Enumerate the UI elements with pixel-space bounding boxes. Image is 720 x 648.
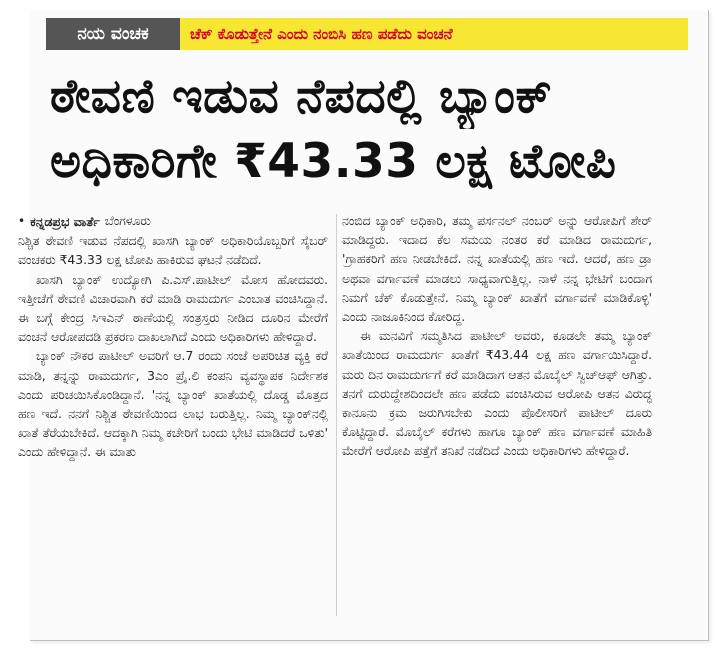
paragraph: ಈ ಮನವಿಗೆ ಸಮ್ಮತಿಸಿದ ಪಾಟೀಲ್ ಅವರು, ಕೂಡಲೇ ತಮ್ಮ ಬ್ಯಾಂಕ್ ಖಾತೆಯಿಂದ ರಾಮದುರ್ಗ ಖಾತೆಗೆ ₹43.44 ಲಕ್ಷ ಹಣ ವರ್ಗಾಯಿಸಿದ್ದಾರೆ. ಮರು ದಿನ ರಾಮದುರ್ಗಗೆ ಕರೆ ಮಾಡಿದಾಗ ಆತನ ಮೊಬೈಲ್ ಸ್ವಿಚ್‌ಆಫ್ ಆಗಿತ್ತು. ತನಗೆ ದುರುದ್ದೇಶದಿಂದಲೇ ಹಣ ಪಡೆದು ವಂಚಿಸಿರುವ ಆರೋಪಿ ಆತನ ವಿರುದ್ಧ ಕಾನೂನು ಕ್ರಮ ಜರುಗಿಸಬೇಕು ಎಂದು ಪೊಲೀಸರಿಗೆ ಪಾಟೀಲ್ ದೂರು ಕೊಟ್ಟಿದ್ದಾರೆ. ಮೊಬೈಲ್ ಕರೆಗಳು ಹಾಗೂ ಬ್ಯಾಂಕ್ ಹಣ ವರ್ಗಾವಣೆ ಮಾಹಿತಿ ಮೇರೆಗೆ ಆರೋಪಿ ಪತ್ತೆಗೆ ತನಿಖೆ ನಡೆದಿದೆ ಎಂದು ಅಧಿಕಾರಿಗಳು ಹೇಳಿದ್ದಾರೆ. — [342, 329, 652, 459]
headline-line-2: ಅಧಿಕಾರಿಗೇ ₹43.33 ಲಕ್ಷ ಟೋಪಿ — [50, 134, 617, 189]
headline-line-1: ಠೇವಣಿ ಇಡುವ ನೆಪದಲ್ಲಿ ಬ್ಯಾಂಕ್ — [50, 69, 553, 124]
byline — [18, 212, 328, 231]
paragraph: ಬ್ಯಾಂಕ್ ನೌಕರ ಪಾಟೀಲ್ ಅವರಿಗೆ ಆ.7 ರಂದು ಸಂಜೆ ಅಪರಿಚಿತ ವ್ಯಕ್ತಿ ಕರೆ ಮಾಡಿ, ತನ್ನನ್ನು ರಾಮದುರ್ಗ, 3ಎಂ ಪ್ರೈ.ಲಿ ಕಂಪನಿ ವ್ಯವಸ್ಥಾಪಕ ನಿರ್ದೇಶಕ ಎಂದು ಪರಿಚಯಿಸಿಕೊಂಡಿದ್ದಾನೆ. 'ನನ್ನ ಬ್ಯಾಂಕ್ ಖಾತೆಯಲ್ಲಿ ದೊಡ್ಡ ಮೊತ್ತದ ಹಣ ಇದೆ. ನನಗೆ ನಿಶ್ಚಿತ ಠೇವಣಿಯಿಂದ ಲಾಭ ಬರುತ್ತಿಲ್ಲ. ನಿಮ್ಮ ಬ್ಯಾಂಕ್‌ನಲ್ಲಿ ಖಾತೆ ತೆರೆಯಬೇಕಿದೆ. ಆದಕ್ಕಾಗಿ ನಿಮ್ಮ ಕಚೇರಿಗೆ ಬಂದು ಭೇಟಿ ಮಾಡಿದರೆ ಒಳಿತು' ಎಂದು ಹೇಳಿದ್ದಾನೆ. ಈ ಮಾತು — [18, 349, 328, 460]
kicker-line: ಚೆಕ್ ಕೊಡುತ್ತೇನೆ ಎಂದು ನಂಬಿಸಿ ಹಣ ಪಡೆದು ವಂಚನೆ — [180, 18, 688, 50]
header-strip — [46, 18, 688, 50]
byline-place: ಬೆಂಗಳೂರು — [104, 214, 151, 228]
paragraph: ನಂಬಿದ ಬ್ಯಾಂಕ್ ಅಧಿಕಾರಿ, ತಮ್ಮ ಪರ್ಸನಲ್ ನಂಬರ್ ಅನ್ನು ಆರೋಪಿಗೆ ಶೇರ್ ಮಾಡಿದ್ದರು. ಇದಾದ ಕೆಲ ಸಮಯ ನಂತರ ಕರೆ ಮಾಡಿದ ರಾಮದುರ್ಗ, 'ಗ್ರಾಹಕರಿಗೆ ಹಣ ನೀಡಬೇಕಿದೆ. ನನ್ನ ಖಾತೆಯಲ್ಲಿ ಹಣ ಇದೆ. ಆದರೆ, ಹಣ ಡ್ರಾ ಅಥವಾ ವರ್ಗಾವಣೆ ಮಾಡಲು ಸಾಧ್ಯವಾಗುತ್ತಿಲ್ಲ. ನಾಳೆ ನನ್ನ ಭೇಟಿಗೆ ಬಂದಾಗ ನಿಮಗೆ ಚೆಕ್ ಕೊಡುತ್ತೇನೆ. ನಿಮ್ಮ ಬ್ಯಾಂಕ್ ಖಾತೆಗೆ ವರ್ಗಾವಣೆ ಮಾಡಿಕೊಳ್ಳಿ' ಎಂದು ನಾಜೂಕಿನಿಂದ ಕೋರಿದ್ದ. — [342, 214, 652, 325]
article-body — [18, 212, 652, 622]
bullet-icon: • — [18, 214, 26, 228]
section-tag: ನಯ ವಂಚಕ — [46, 18, 180, 50]
byline-outlet: ಕನ್ನಡಪ್ರಭ ವಾರ್ತೆ — [30, 214, 100, 229]
article-column-right — [342, 212, 652, 622]
paragraph: ಖಾಸಗಿ ಬ್ಯಾಂಕ್ ಉದ್ಯೋಗಿ ಪಿ.ಎಸ್.ಪಾಟೀಲ್ ಮೋಸ ಹೋದವರು. ಇತ್ತೀಚೆಗೆ ಠೇವಣಿ ವಿಚಾರವಾಗಿ ಕರೆ ಮಾಡಿ ರಾಮದುರ್ಗ ಎಂಬಾತ ವಂಚಿಸಿದ್ದಾನೆ. ಈ ಬಗ್ಗೆ ಕೇಂದ್ರ ಸಿಇಎನ್ ಠಾಣೆಯಲ್ಲಿ ಸಂತ್ರಸ್ತರು ನೀಡಿದ ದೂರಿನ ಮೇರೆಗೆ ವಂಚನೆ ಆರೋಪದಡಿ ಪ್ರಕರಣ ದಾಖಲಾಗಿದೆ ಎಂದು ಅಧಿಕಾರಿಗಳು ಹೇಳಿದ್ದಾರೆ. — [18, 272, 328, 345]
paragraph: ನಿಶ್ಚಿತ ಠೇವಣಿ ಇಡುವ ನೆಪದಲ್ಲಿ ಖಾಸಗಿ ಬ್ಯಾಂಕ್ ಅಧಿಕಾರಿಯೊಬ್ಬರಿಗೆ ಸೈಬರ್ ವಂಚಕರು ₹43.33 ಲಕ್ಷ ಟೋಪಿ ಹಾಕಿರುವ ಘಟನೆ ನಡೆದಿದೆ. — [18, 234, 328, 268]
article-column-left — [18, 212, 328, 622]
headline — [50, 64, 690, 194]
column-divider — [336, 214, 337, 616]
